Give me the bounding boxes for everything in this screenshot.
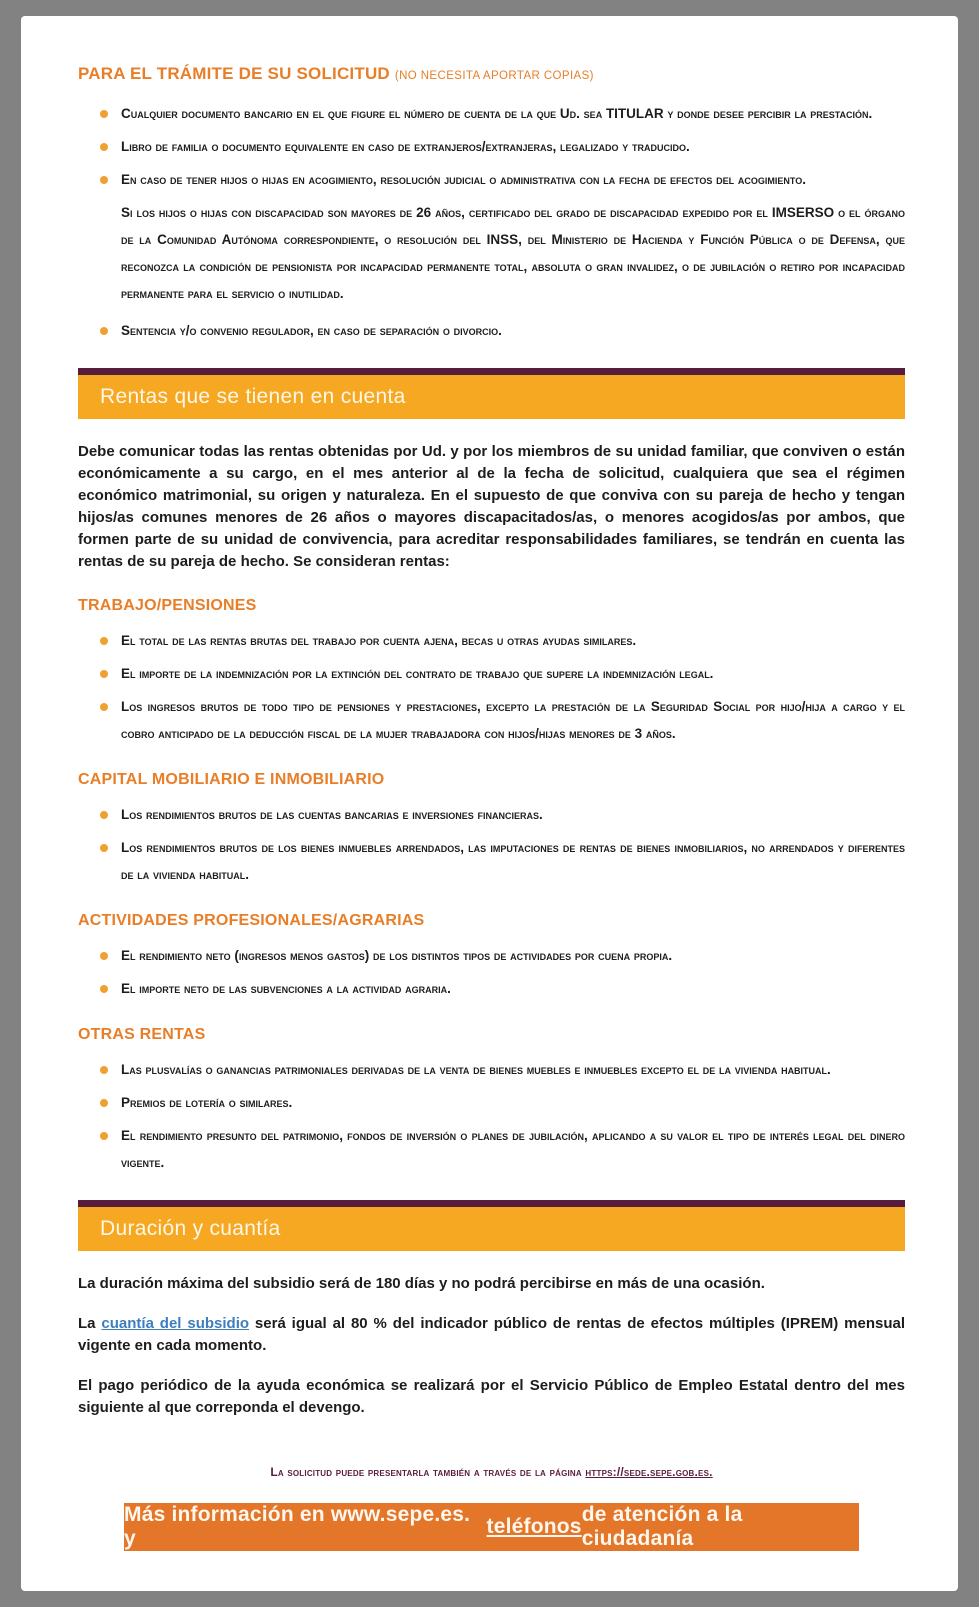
heading-capital-mobiliario: CAPITAL MOBILIARIO E INMOBILIARIO: [78, 771, 385, 788]
cuantia-subsidio-link[interactable]: cuantía del subsidio: [101, 1315, 250, 1332]
list-item: El total de las rentas brutas del trabajo por cuenta ajena, becas u otras ayudas similares.: [100, 627, 905, 654]
tramite-bullet-list: [100, 100, 905, 193]
capital-mobiliario-list: [100, 801, 905, 888]
mas-informacion-button[interactable]: [124, 1503, 859, 1551]
list-item: Sentencia y/o convenio regulador, en caso de separación o divorcio.: [100, 317, 905, 344]
tramite-title-note: (NO NECESITA APORTAR COPIAS): [394, 70, 594, 82]
list-item: En caso de tener hijos o hijas en acogimiento, resolución judicial o administrativa con la fecha de efectos del acogimiento.: [100, 166, 905, 193]
duracion-paragraph-1: La duración máxima del subsidio será de 180 días y no podrá percibirse en más de una ocasión.: [78, 1275, 765, 1292]
list-item: Libro de familia o documento equivalente en caso de extranjeros/extranjeras, legalizado y traducido.: [100, 133, 905, 160]
list-item: El importe neto de las subvenciones a la actividad agraria.: [100, 975, 905, 1002]
duracion-p2-prefix: La: [78, 1315, 102, 1332]
tramite-title: PARA EL TRÁMITE DE SU SOLICITUD: [78, 64, 390, 83]
list-item: Los rendimientos brutos de las cuentas bancarias e inversiones financieras.: [100, 801, 905, 828]
banner-duracion-label: Duración y cuantía: [100, 1217, 281, 1240]
list-item: Los rendimientos brutos de los bienes inmuebles arrendados, las imputaciones de rentas de bienes inmobiliarios, no arrendados y diferentes de la vivienda habitual.: [100, 834, 905, 888]
sede-note: [78, 1465, 905, 1479]
list-item: El importe de la indemnización por la extinción del contrato de trabajo que supere la indemnización legal.: [100, 660, 905, 687]
rentas-intro-paragraph: Debe comunicar todas las rentas obtenidas por Ud. y por los miembros de su unidad familiar, que conviven o están económicamente a su cargo, en el mes anterior al de la fecha de solicitud, cualquiera que sea el régimen económico matrimonial, su origen y naturaleza. En el supuesto de que conviva con su pareja de hecho y tengan hijos/as comunes menores de 26 años o mayores discapacitados/as, o menores acogidos/as por ambos, que formen parte de su unidad de convivencia, para acreditar responsabilidades familiares, se tendrán en cuenta las rentas de su pareja de hecho. Se consideran rentas:: [78, 443, 905, 570]
banner-duracion: [78, 1200, 905, 1251]
heading-actividades-profesionales: ACTIVIDADES PROFESIONALES/AGRARIAS: [78, 912, 425, 929]
duracion-paragraph-2: [78, 1313, 905, 1357]
telefonos-link[interactable]: teléfonos: [486, 1515, 582, 1538]
sede-sepe-link[interactable]: https://sede.sepe.gob.es.: [585, 1465, 713, 1479]
list-item: Premios de lotería o similares.: [100, 1089, 905, 1116]
otras-rentas-list: [100, 1056, 905, 1176]
sede-note-text: La solicitud puede presentarla también a través de la página: [270, 1465, 586, 1479]
list-item: Los ingresos brutos de todo tipo de pensiones y prestaciones, excepto la prestación de la Seguridad Social por hijo/hija a cargo y el cobro anticipado de la deducción fiscal de la mujer trabajadora con hijos/hijas menores de 3 años.: [100, 693, 905, 747]
section-title-tramite: [78, 64, 905, 84]
cta-prefix: Más información en www.sepe.es. y: [124, 1503, 471, 1550]
cta-suffix: de atención a la ciudadanía: [581, 1503, 743, 1550]
list-item: El rendimiento presunto del patrimonio, fondos de inversión o planes de jubilación, aplicando a su valor el tipo de interés legal del dinero vigente.: [100, 1122, 905, 1176]
trabajo-pensiones-list: [100, 627, 905, 747]
duracion-p2-suffix: será igual al 80 % del indicador público de rentas de efectos múltiples (IPREM) mensual vigente en cada momento.: [78, 1315, 905, 1354]
heading-trabajo-pensiones: TRABAJO/PENSIONES: [78, 597, 257, 614]
banner-rentas-label: Rentas que se tienen en cuenta: [100, 385, 406, 408]
list-item: Las plusvalías o ganancias patrimoniales derivadas de la venta de bienes muebles e inmuebles excepto el de la vivienda habitual.: [100, 1056, 905, 1083]
actividades-profesionales-list: [100, 942, 905, 1002]
banner-rentas: [78, 368, 905, 419]
duracion-paragraph-3: El pago periódico de la ayuda económica se realizará por el Servicio Público de Empleo Estatal dentro del mes siguiente al que correponda el devengo.: [78, 1377, 905, 1416]
tramite-bullet-list-2: [100, 317, 905, 344]
list-item: Cualquier documento bancario en el que figure el número de cuenta de la que Ud. sea TITULAR y donde desee percibir la prestación.: [100, 100, 905, 127]
disability-note: Si los hijos o hijas con discapacidad son mayores de 26 años, certificado del grado de discapacidad expedido por el IMSERSO o el órgano de la Comunidad Autónoma correspondiente, o resolución del INSS, del Ministerio de Hacienda y Función Pública o de Defensa, que reconozca la condición de pensionista por incapacidad permanente total, absoluta o gran invalidez, o de jubilación o retiro por incapacidad permanente para el servicio o inutilidad.: [121, 205, 905, 301]
document-page: [21, 16, 958, 1591]
heading-otras-rentas: OTRAS RENTAS: [78, 1026, 206, 1043]
list-item: El rendimiento neto (ingresos menos gastos) de los distintos tipos de actividades por cuena propia.: [100, 942, 905, 969]
